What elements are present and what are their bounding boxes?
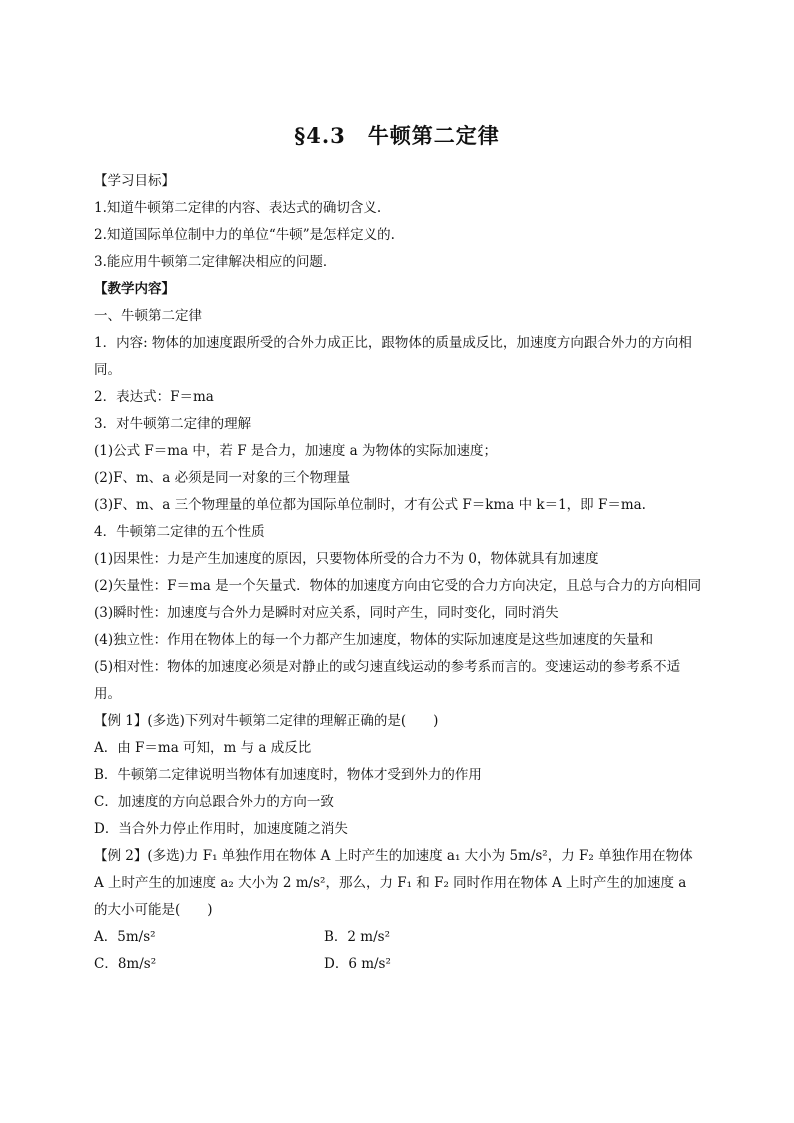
goal-item: 1.知道牛顿第二定律的内容、表达式的确切含义. <box>94 200 382 216</box>
content-line: (5)相对性：物体的加速度必须是对静止的或匀速直线运动的参考系而言的。变速运动的参考系不适用。 <box>94 659 681 702</box>
content-line: 2．表达式：F＝ma <box>94 389 214 405</box>
content-line: (1)公式 F＝ma 中，若 F 是合力，加速度 a 为物体的实际加速度； <box>94 443 498 459</box>
example1-option: C．加速度的方向总跟合外力的方向一致 <box>94 794 334 810</box>
example1-stem: 【例 1】(多选)下列对牛顿第二定律的理解正确的是( ) <box>94 713 439 729</box>
content-line: 1．内容: 物体的加速度跟所受的合外力成正比，跟物体的质量成反比，加速度方向跟合外力的方向相同。 <box>94 335 692 378</box>
page-title: §4.3 牛顿第二定律 <box>294 123 500 148</box>
example1-option: D．当合外力停止作用时，加速度随之消失 <box>94 821 348 837</box>
content-line: (4)独立性：作用在物体上的每一个力都产生加速度，物体的实际加速度是这些加速度的矢量和 <box>94 632 654 648</box>
content-line: 3．对牛顿第二定律的理解 <box>94 416 252 432</box>
example2-option: B．2 m/s² <box>324 929 390 945</box>
content-heading: 【教学内容】 <box>94 281 175 297</box>
document-body <box>94 168 704 978</box>
example2-option: D．6 m/s² <box>324 956 391 972</box>
example2-options-row <box>94 924 704 951</box>
example2-option: A．5m/s² <box>94 929 156 945</box>
goal-item: 3.能应用牛顿第二定律解决相应的问题． <box>94 254 337 270</box>
example2-option: C．8m/s² <box>94 956 157 972</box>
content-line: (2)F、m、a 必须是同一对象的三个物理量 <box>94 470 351 486</box>
example2-stem: 【例 2】(多选)力 F₁ 单独作用在物体 A 上时产生的加速度 a₁ 大小为 5m/s²，力 F₂ 单独作用在物体 A 上时产生的加速度 a₂ 大小为 2 m/s²，那么，力 F₁ 和 F₂ 同时作用在物体 A 上时产生的加速度 a 的大小可能是( ) <box>94 848 693 918</box>
section-heading: 一、牛顿第二定律 <box>94 308 202 324</box>
example1-option: B．牛顿第二定律说明当物体有加速度时，物体才受到外力的作用 <box>94 767 482 783</box>
content-line: (2)矢量性：F＝ma 是一个矢量式．物体的加速度方向由它受的合力方向决定，且总与合力的方向相同 <box>94 578 702 594</box>
content-line: (3)瞬时性：加速度与合外力是瞬时对应关系，同时产生，同时变化，同时消失 <box>94 605 559 621</box>
example1-option: A．由 F＝ma 可知，m 与 a 成反比 <box>94 740 312 756</box>
content-line: (1)因果性：力是产生加速度的原因，只要物体所受的合力不为 0，物体就具有加速度 <box>94 551 599 567</box>
example2-options-row <box>94 951 704 978</box>
content-line: (3)F、m、a 三个物理量的单位都为国际单位制时，才有公式 F＝kma 中 k＝1，即 F＝ma. <box>94 497 646 513</box>
goal-item: 2.知道国际单位制中力的单位“牛顿”是怎样定义的. <box>94 227 395 243</box>
content-line: 4．牛顿第二定律的五个性质 <box>94 524 265 540</box>
goals-heading: 【学习目标】 <box>94 173 175 189</box>
